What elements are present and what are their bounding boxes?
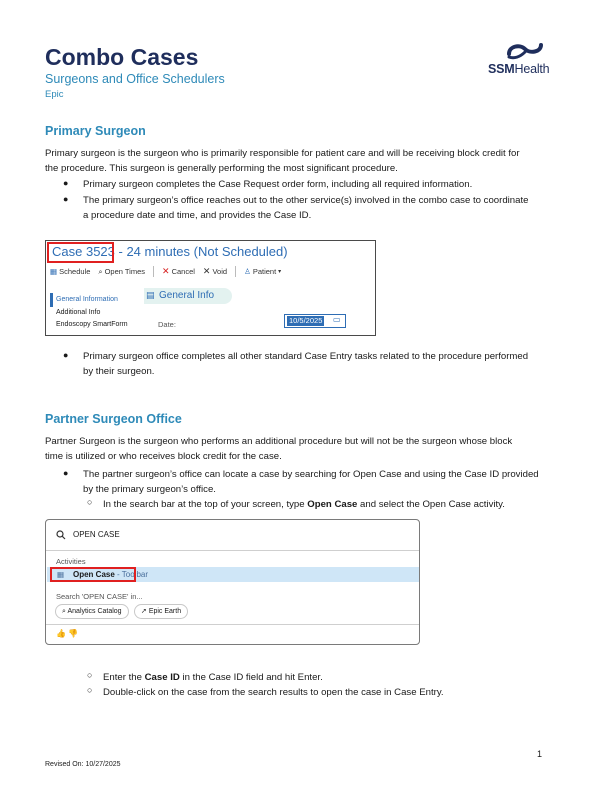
- partner-surgeon-paragraph-line2: time is utilized or who receives block credit for the case.: [45, 451, 282, 462]
- partner-surgeon-paragraph-line1: Partner Surgeon is the surgeon who performs an additional procedure but will not be the surgeon whose block: [45, 436, 513, 447]
- thumbs-up-icon[interactable]: 👍: [56, 629, 66, 638]
- bullet-icon: ●: [63, 350, 69, 360]
- cancel-x-icon: ✕: [162, 266, 170, 276]
- feedback-icons: [56, 629, 78, 638]
- case-duration-status: - 24 minutes (Not Scheduled): [114, 244, 288, 259]
- logo-mark-icon: [506, 40, 544, 60]
- toolbar-divider: [235, 266, 236, 277]
- bullet-icon: ●: [63, 178, 69, 188]
- search-input[interactable]: OPEN CASE: [73, 530, 120, 539]
- sub-bullet-icon: ○: [87, 670, 93, 680]
- logo-text-light: Health: [514, 62, 550, 76]
- form-icon: ▤: [146, 290, 155, 300]
- bullet-coordinate-line1: The primary surgeon’s office reaches out to the other service(s) involved in the combo case to coordinate: [83, 195, 529, 206]
- nav-endoscopy-smartform[interactable]: Endoscopy SmartForm: [56, 321, 128, 328]
- primary-surgeon-paragraph-line1: Primary surgeon is the surgeon who is primarily responsible for patient care and will be receiving block credit for: [45, 148, 520, 159]
- date-value: 10/5/2025: [289, 316, 323, 325]
- thumbs-down-icon[interactable]: 👎: [68, 629, 79, 638]
- bullet-case-request: Primary surgeon completes the Case Request order form, including all required information.: [83, 179, 473, 190]
- page-title: Combo Cases: [45, 44, 199, 70]
- bullet-locate-case-line2: by the primary surgeon’s office.: [83, 484, 216, 495]
- date-label: Date:: [158, 320, 176, 329]
- bullet-other-tasks-line1: Primary surgeon office completes all other standard Case Entry tasks related to the procedure performed: [83, 351, 529, 362]
- date-field[interactable]: [284, 314, 346, 328]
- section-heading-primary-surgeon: Primary Surgeon: [45, 124, 146, 138]
- footer-divider: [46, 624, 419, 625]
- void-button[interactable]: ✕ Void: [202, 266, 228, 276]
- search-icon: ⌕: [98, 266, 103, 276]
- arrow-icon: ➚: [141, 608, 149, 615]
- system-label: Epic: [45, 89, 64, 100]
- primary-surgeon-paragraph-line2: the procedure. This surgeon is generally performing the most significant procedure.: [45, 163, 398, 174]
- open-case-icon: ▦: [57, 570, 65, 579]
- chip-analytics-catalog[interactable]: ⌕ Analytics Catalog: [55, 604, 129, 619]
- sub-bullet-enter-case-id: Enter the Case ID in the Case ID field and hit Enter.: [103, 672, 323, 683]
- search-in-label: Search 'OPEN CASE' in...: [56, 592, 143, 601]
- page-number: 1: [537, 749, 543, 759]
- case-id-highlight-box: [47, 242, 114, 263]
- section-heading-partner-surgeon: Partner Surgeon Office: [45, 412, 182, 426]
- open-times-button[interactable]: ⌕ Open Times: [98, 266, 146, 276]
- nav-additional-info[interactable]: Additional Info: [56, 309, 101, 316]
- bullet-coordinate-line2: a procedure date and time, and provides the Case ID.: [83, 210, 312, 221]
- sub-bullet-icon: ○: [87, 685, 93, 695]
- case-toolbar: [50, 266, 281, 277]
- void-x-icon: ✕: [202, 266, 211, 276]
- toolbar-divider: [153, 266, 154, 277]
- search-icon: [56, 530, 66, 540]
- nav-general-information[interactable]: General Information: [56, 296, 118, 303]
- general-info-title: General Info: [159, 290, 215, 301]
- chevron-down-icon: ▾: [278, 269, 282, 275]
- case-id: Case 3523: [52, 244, 115, 259]
- active-nav-indicator: [50, 293, 53, 307]
- bullet-icon: ●: [63, 468, 69, 478]
- calendar-icon[interactable]: ▭: [333, 315, 341, 324]
- open-case-result[interactable]: Open Case - Toolbar: [73, 570, 148, 579]
- sub-bullet-double-click: Double-click on the case from the search results to open the case in Case Entry.: [103, 687, 444, 698]
- search-icon: ⌕: [62, 608, 68, 615]
- patient-menu-button[interactable]: ♙ Patient ▾: [244, 267, 282, 276]
- person-icon: ♙: [244, 267, 251, 276]
- bullet-locate-case-line1: The partner surgeon’s office can locate a case by searching for Open Case and using the Case ID provided: [83, 469, 539, 480]
- cancel-button[interactable]: ✕ Cancel: [162, 266, 195, 276]
- schedule-button[interactable]: ▦ Schedule: [50, 267, 91, 276]
- case-entry-screenshot: [45, 240, 376, 336]
- open-case-highlight-box: [50, 567, 136, 582]
- logo-text-bold: SSM: [488, 62, 515, 76]
- revised-date: Revised On: 10/27/2025: [45, 761, 121, 768]
- calendar-grid-icon: ▦: [50, 267, 58, 276]
- sub-bullet-search-bar: In the search bar at the top of your screen, type Open Case and select the Open Case activity.: [103, 499, 505, 510]
- activities-label: Activities: [56, 557, 86, 566]
- bullet-icon: ●: [63, 194, 69, 204]
- chip-epic-earth[interactable]: ➚ Epic Earth: [134, 604, 188, 619]
- sub-bullet-icon: ○: [87, 497, 93, 507]
- page-subtitle: Surgeons and Office Schedulers: [45, 72, 225, 86]
- search-dropdown-screenshot: [45, 519, 420, 645]
- ssm-health-logo: [488, 40, 568, 80]
- bullet-other-tasks-line2: by their surgeon.: [83, 366, 155, 377]
